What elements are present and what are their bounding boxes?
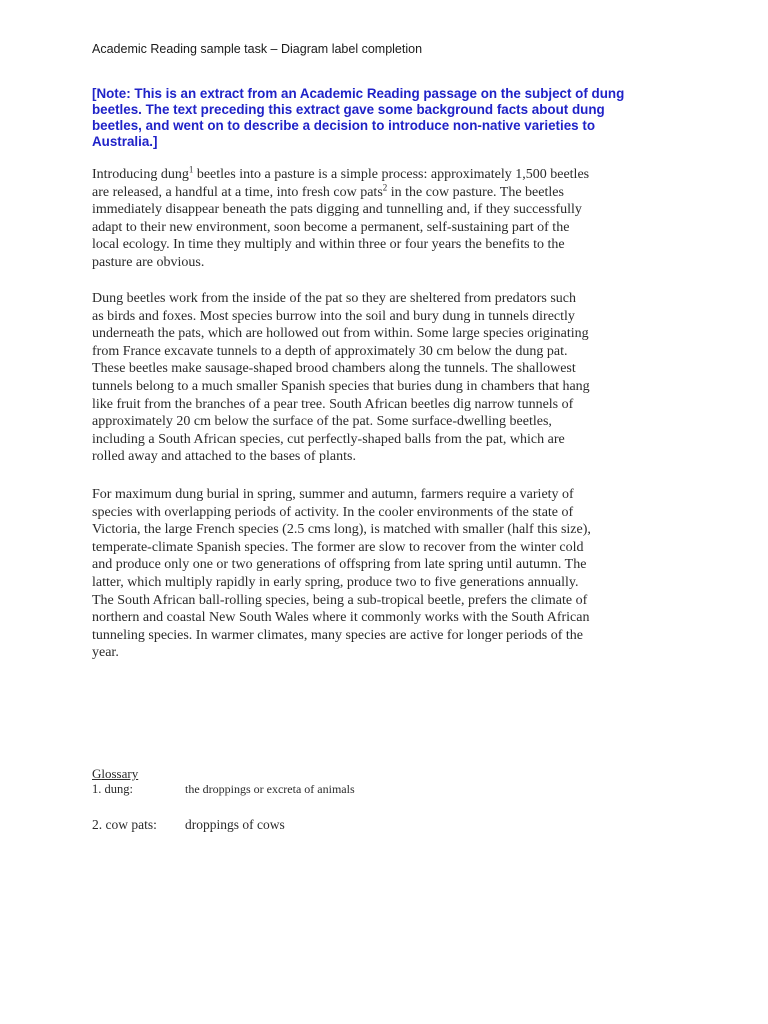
paragraph-line: year. bbox=[92, 645, 119, 661]
glossary-title: Glossary bbox=[92, 766, 139, 781]
paragraph-line: and produce only one or two generations of offspring from late spring until autumn. The bbox=[92, 557, 587, 573]
footnote-marker: 1 bbox=[188, 164, 194, 175]
paragraph-line: adapt to their new environment, soon become a permanent, self-sustaining part of the bbox=[92, 219, 570, 235]
paragraph-line: Dung beetles work from the inside of the pat so they are sheltered from predators such bbox=[92, 291, 577, 306]
paragraph-line bbox=[92, 166, 692, 184]
note-line: beetles. The text preceding this extract gave some background facts about dung bbox=[92, 102, 605, 117]
text-run: beetles into a pasture is a simple process: approximately 1,500 beetles bbox=[193, 167, 590, 182]
paragraph-line: For maximum dung burial in spring, summer and autumn, farmers require a variety of bbox=[92, 487, 574, 502]
paragraph-line: rolled away and attached to the bases of plants. bbox=[92, 449, 356, 465]
paragraph-introducing-beetles bbox=[92, 166, 692, 272]
glossary-definition: droppings of cows bbox=[185, 817, 285, 832]
paragraph-line: tunneling species. In warmer climates, many species are active for longer periods of the bbox=[92, 627, 583, 643]
paragraph-line: northern and coastal New South Wales where it commonly works with the South African bbox=[92, 610, 590, 626]
text-run: Introducing dung bbox=[92, 167, 189, 182]
paragraph-line: from France excavate tunnels to a depth of approximately 30 cm below the dung pat. bbox=[92, 343, 568, 359]
glossary-term: 2. cow pats: bbox=[92, 817, 157, 832]
paragraph-line: latter, which multiply rapidly in early spring, produce two to five generations annually. bbox=[92, 574, 579, 590]
page-header: Academic Reading sample task – Diagram label completion bbox=[92, 42, 423, 56]
paragraph-line: local ecology. In time they multiply and within three or four years the benefits to the bbox=[92, 237, 565, 253]
glossary-entry bbox=[92, 782, 492, 800]
editor-note bbox=[92, 86, 692, 150]
paragraph-beetle-behaviour bbox=[92, 290, 692, 466]
paragraph-line: approximately 20 cm below the surface of the pat. Some surface-dwelling beetles, bbox=[92, 414, 552, 430]
paragraph-line: underneath the pats, which are hollowed out from within. Some large species originating bbox=[92, 326, 589, 342]
paragraph-line: Victoria, the large French species (2.5 cms long), is matched with smaller (half this size), bbox=[92, 522, 591, 538]
glossary bbox=[92, 766, 492, 835]
paragraph-line bbox=[92, 181, 692, 202]
paragraph-line: immediately disappear beneath the pats digging and tunnelling and, if they successfully bbox=[92, 202, 582, 218]
note-line: beetles, and went on to describe a decision to introduce non-native varieties to bbox=[92, 118, 595, 133]
paragraph-line: temperate-climate Spanish species. The former are slow to recover from the winter cold bbox=[92, 539, 584, 555]
paragraph-line: pasture are obvious. bbox=[92, 254, 205, 270]
glossary-term: 1. dung: bbox=[92, 782, 133, 796]
glossary-entry bbox=[92, 817, 492, 835]
paragraph-seasonal-species bbox=[92, 486, 692, 662]
footnote-marker: 2 bbox=[382, 181, 388, 192]
paragraph-line: These beetles make sausage-shaped brood chambers along the tunnels. The shallowest bbox=[92, 361, 576, 377]
paragraph-line: like fruit from the branches of a pear tree. South African beetles dig narrow tunnels of bbox=[92, 396, 574, 412]
paragraph-line: including a South African species, cut perfectly-shaped balls from the pat, which are bbox=[92, 431, 565, 447]
text-run: are released, a handful at a time, into fresh cow pats bbox=[92, 184, 383, 200]
paragraph-line: as birds and foxes. Most species burrow into the soil and bury dung in tunnels directly bbox=[92, 308, 575, 324]
note-line: [Note: This is an extract from an Academic Reading passage on the subject of dung bbox=[92, 86, 625, 101]
glossary-definition: the droppings or excreta of animals bbox=[185, 782, 355, 796]
paragraph-line: tunnels belong to a much smaller Spanish species that buries dung in chambers that hang bbox=[92, 378, 590, 394]
text-run: in the cow pasture. The beetles bbox=[387, 184, 564, 200]
note-line: Australia.] bbox=[92, 134, 158, 149]
paragraph-line: The South African ball-rolling species, being a sub-tropical beetle, prefers the climate of bbox=[92, 592, 588, 608]
paragraph-line: species with overlapping periods of activity. In the cooler environments of the state of bbox=[92, 504, 574, 520]
